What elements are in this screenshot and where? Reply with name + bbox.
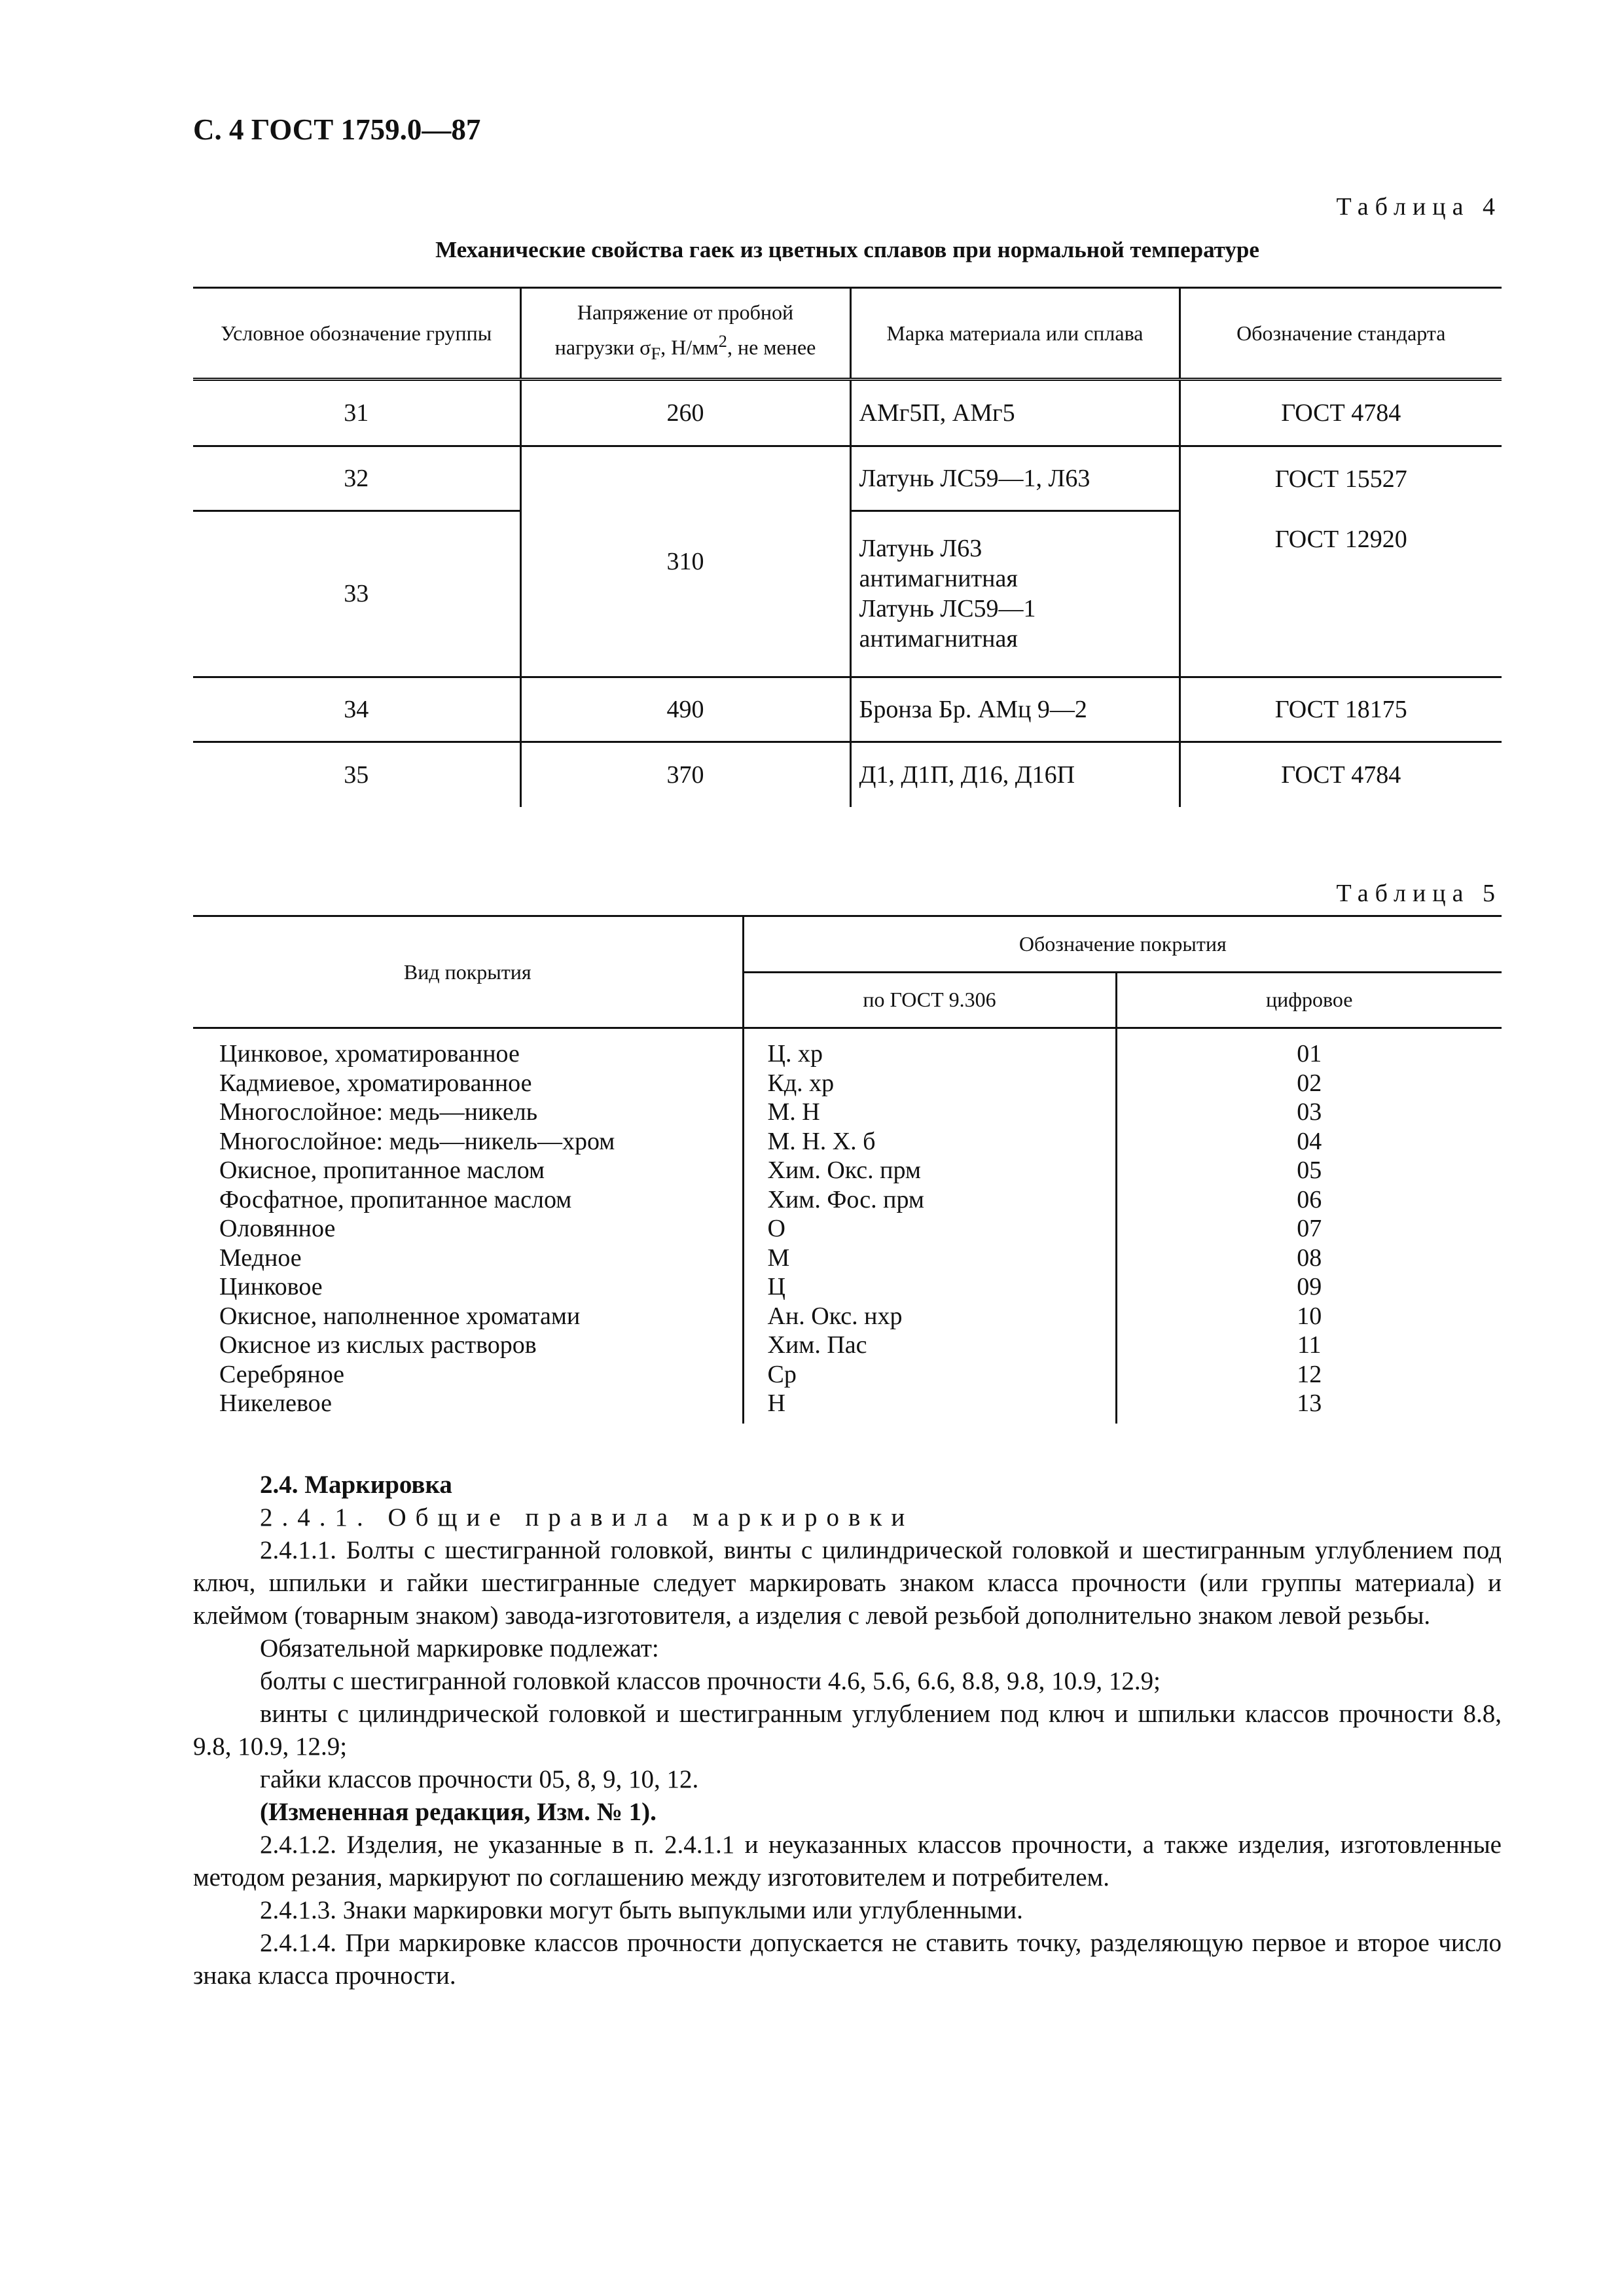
table5-code: 12 xyxy=(1297,1360,1322,1388)
table4-cell-standard: ГОСТ 15527 xyxy=(1180,446,1502,511)
table5-code: 03 xyxy=(1297,1098,1322,1126)
paragraph-2-4-1-3: 2.4.1.3. Знаки маркировки могут быть выпуклыми или углубленными. xyxy=(260,1896,1023,1924)
table5-gost: Ц xyxy=(767,1273,785,1300)
subsection-heading: 2.4.1. Общие правила маркировки xyxy=(260,1503,914,1532)
table4-cell-group: 34 xyxy=(193,677,520,742)
table4-material-line: Латунь Л63 xyxy=(859,535,982,563)
table-row xyxy=(193,380,1502,446)
table5-code: 11 xyxy=(1297,1331,1322,1359)
table5-type: Цинковое xyxy=(219,1273,323,1300)
table5-type: Серебряное xyxy=(219,1360,345,1388)
table5-type: Фосфатное, пропитанное маслом xyxy=(219,1185,572,1213)
table-row xyxy=(193,677,1502,742)
table4-cell-stress: 490 xyxy=(520,677,850,742)
table5-code: 10 xyxy=(1297,1302,1322,1330)
table4-cell-group: 32 xyxy=(193,446,520,511)
table5-type: Окисное, наполненное хроматами xyxy=(219,1302,581,1330)
table4-material-line: Латунь ЛС59—1 xyxy=(859,595,1036,623)
table5-header-gost: по ГОСТ 9.306 xyxy=(743,972,1116,1028)
table5-gost: М. Н xyxy=(767,1098,820,1126)
table5-code: 02 xyxy=(1297,1069,1322,1097)
table4-cell-group: 35 xyxy=(344,761,369,789)
table-row xyxy=(193,446,1502,511)
table5-type: Окисное из кислых растворов xyxy=(219,1331,537,1359)
table5-type: Многослойное: медь—никель xyxy=(219,1098,538,1126)
table-row xyxy=(193,742,1502,807)
paragraph-nuts: гайки классов прочности 05, 8, 9, 10, 12. xyxy=(260,1765,699,1793)
table5-gost: М xyxy=(767,1244,790,1272)
section-marking xyxy=(193,1469,1502,1992)
table5-header-digital: цифровое xyxy=(1116,972,1502,1028)
table4-header-stress: Напряжение от пробной нагрузки $\sigma_F$, $Н/мм^2$, не менее xyxy=(520,288,850,380)
table5-gost: О xyxy=(767,1215,785,1242)
table5-gost: Хим. Фос. прм xyxy=(767,1185,924,1213)
page-header: С. 4 ГОСТ 1759.0—87 xyxy=(193,113,481,146)
table5-type: Кадмиевое, хроматированное xyxy=(219,1069,532,1097)
table5-gost: Кд. хр xyxy=(767,1069,835,1097)
table5-type: Окисное, пропитанное маслом xyxy=(219,1157,545,1184)
table4-cell-standard: ГОСТ 18175 xyxy=(1180,677,1502,742)
table4-material-line: антимагнитная xyxy=(859,625,1018,653)
table4-header-group: Условное обозначение группы xyxy=(193,288,520,380)
table5-code: 07 xyxy=(1297,1215,1322,1242)
table5-col-code xyxy=(1116,1028,1502,1424)
table5-code: 09 xyxy=(1297,1273,1322,1300)
paragraph-2-4-1-4: 2.4.1.4. При маркировке классов прочности допускается не ставить точку, разделяющую первое и второе число знака класса прочности. xyxy=(193,1929,1502,1990)
table5-code: 06 xyxy=(1297,1185,1322,1213)
table5-type: Цинковое, хроматированное xyxy=(219,1040,520,1067)
table5 xyxy=(193,915,1502,1424)
table5-gost: Хим. Пас xyxy=(767,1331,867,1359)
table5-gost: Ц. хр xyxy=(767,1040,823,1067)
table5-col-gost xyxy=(743,1028,1116,1424)
table-row xyxy=(193,1028,1502,1424)
table5-code: 01 xyxy=(1297,1040,1322,1067)
table5-type: Оловянное xyxy=(219,1215,336,1242)
amendment-note: (Измененная редакция, Изм. № 1). xyxy=(260,1798,657,1826)
table4-cell-stress: 260 xyxy=(520,380,850,446)
table4-cell-material xyxy=(850,511,1180,677)
table5-header-type: Вид покрытия xyxy=(193,916,743,1028)
table5-code: 05 xyxy=(1297,1157,1322,1184)
table4-cell-material: Бронза Бр. АМц 9—2 xyxy=(850,677,1180,742)
table5-code: 08 xyxy=(1297,1244,1322,1272)
table5-code: 13 xyxy=(1297,1390,1322,1417)
paragraph-bolts: болты с шестигранной головкой классов прочности 4.6, 5.6, 6.6, 8.8, 9.8, 10.9, 12.9; xyxy=(260,1667,1161,1695)
table4-cell-stress: 370 xyxy=(520,742,850,807)
table4-cell-material: Д1, Д1П, Д16, Д16П xyxy=(850,742,1180,807)
table4-cell-standard: ГОСТ 4784 xyxy=(1180,742,1502,807)
section-heading: 2.4. Маркировка xyxy=(260,1471,452,1499)
table4-label: Таблица 4 xyxy=(1336,193,1502,221)
paragraph-mandatory: Обязательной маркировке подлежат: xyxy=(260,1634,659,1662)
table5-col-type xyxy=(193,1028,743,1424)
table4-header-material: Марка материала или сплава xyxy=(850,288,1180,380)
table4-cell-group: 31 xyxy=(193,380,520,446)
paragraph-screws: винты с цилиндрической головкой и шестигранным углублением под ключ и шпильки классов прочности 8.8, 9.8, 10.9, 12.9; xyxy=(193,1700,1502,1761)
table4-cell-stress: 310 xyxy=(520,446,850,677)
table4-header-standard: Обозначение стандарта xyxy=(1180,288,1502,380)
table5-header-designation: Обозначение покрытия xyxy=(743,916,1502,973)
table4 xyxy=(193,287,1502,807)
table4-title: Механические свойства гаек из цветных сплавов при нормальной температуре xyxy=(435,237,1259,262)
table5-label: Таблица 5 xyxy=(1336,880,1502,907)
paragraph-2-4-1-2: 2.4.1.2. Изделия, не указанные в п. 2.4.1.1 и неуказанных классов прочности, а также изделия, изготовленные методом резания, маркируют по соглашению между изготовителем и потребителем. xyxy=(193,1831,1502,1892)
table5-type: Никелевое xyxy=(219,1390,333,1417)
table4-cell-standard: ГОСТ 12920 xyxy=(1180,511,1502,677)
table5-gost: Ср xyxy=(767,1360,797,1388)
table4-material-line: антимагнитная xyxy=(859,565,1018,593)
table4-cell-standard: ГОСТ 4784 xyxy=(1180,380,1502,446)
table5-type: Медное xyxy=(219,1244,302,1272)
table5-gost: Н xyxy=(767,1390,785,1417)
table4-cell-material: Латунь ЛС59—1, Л63 xyxy=(850,446,1180,511)
paragraph-2-4-1-1: 2.4.1.1. Болты с шестигранной головкой, винты с цилиндрической головкой и шестигранным углублением под ключ, шпильки и гайки шестигранные следует маркировать знаком класса прочности (или группы материала) и клеймом (товарным знаком) завода-изготовителя, а изделия с левой резьбой дополнительно знаком левой резьбы. xyxy=(193,1536,1502,1630)
table4-cell-group: 33 xyxy=(193,511,520,677)
table5-gost: М. Н. Х. б xyxy=(767,1127,876,1155)
table5-gost: Ан. Окс. нхр xyxy=(767,1302,903,1330)
table5-gost: Хим. Окс. прм xyxy=(767,1157,921,1184)
table4-cell-material: АМг5П, АМг5 xyxy=(850,380,1180,446)
table5-code: 04 xyxy=(1297,1127,1322,1155)
table5-type: Многослойное: медь—никель—хром xyxy=(219,1127,615,1155)
